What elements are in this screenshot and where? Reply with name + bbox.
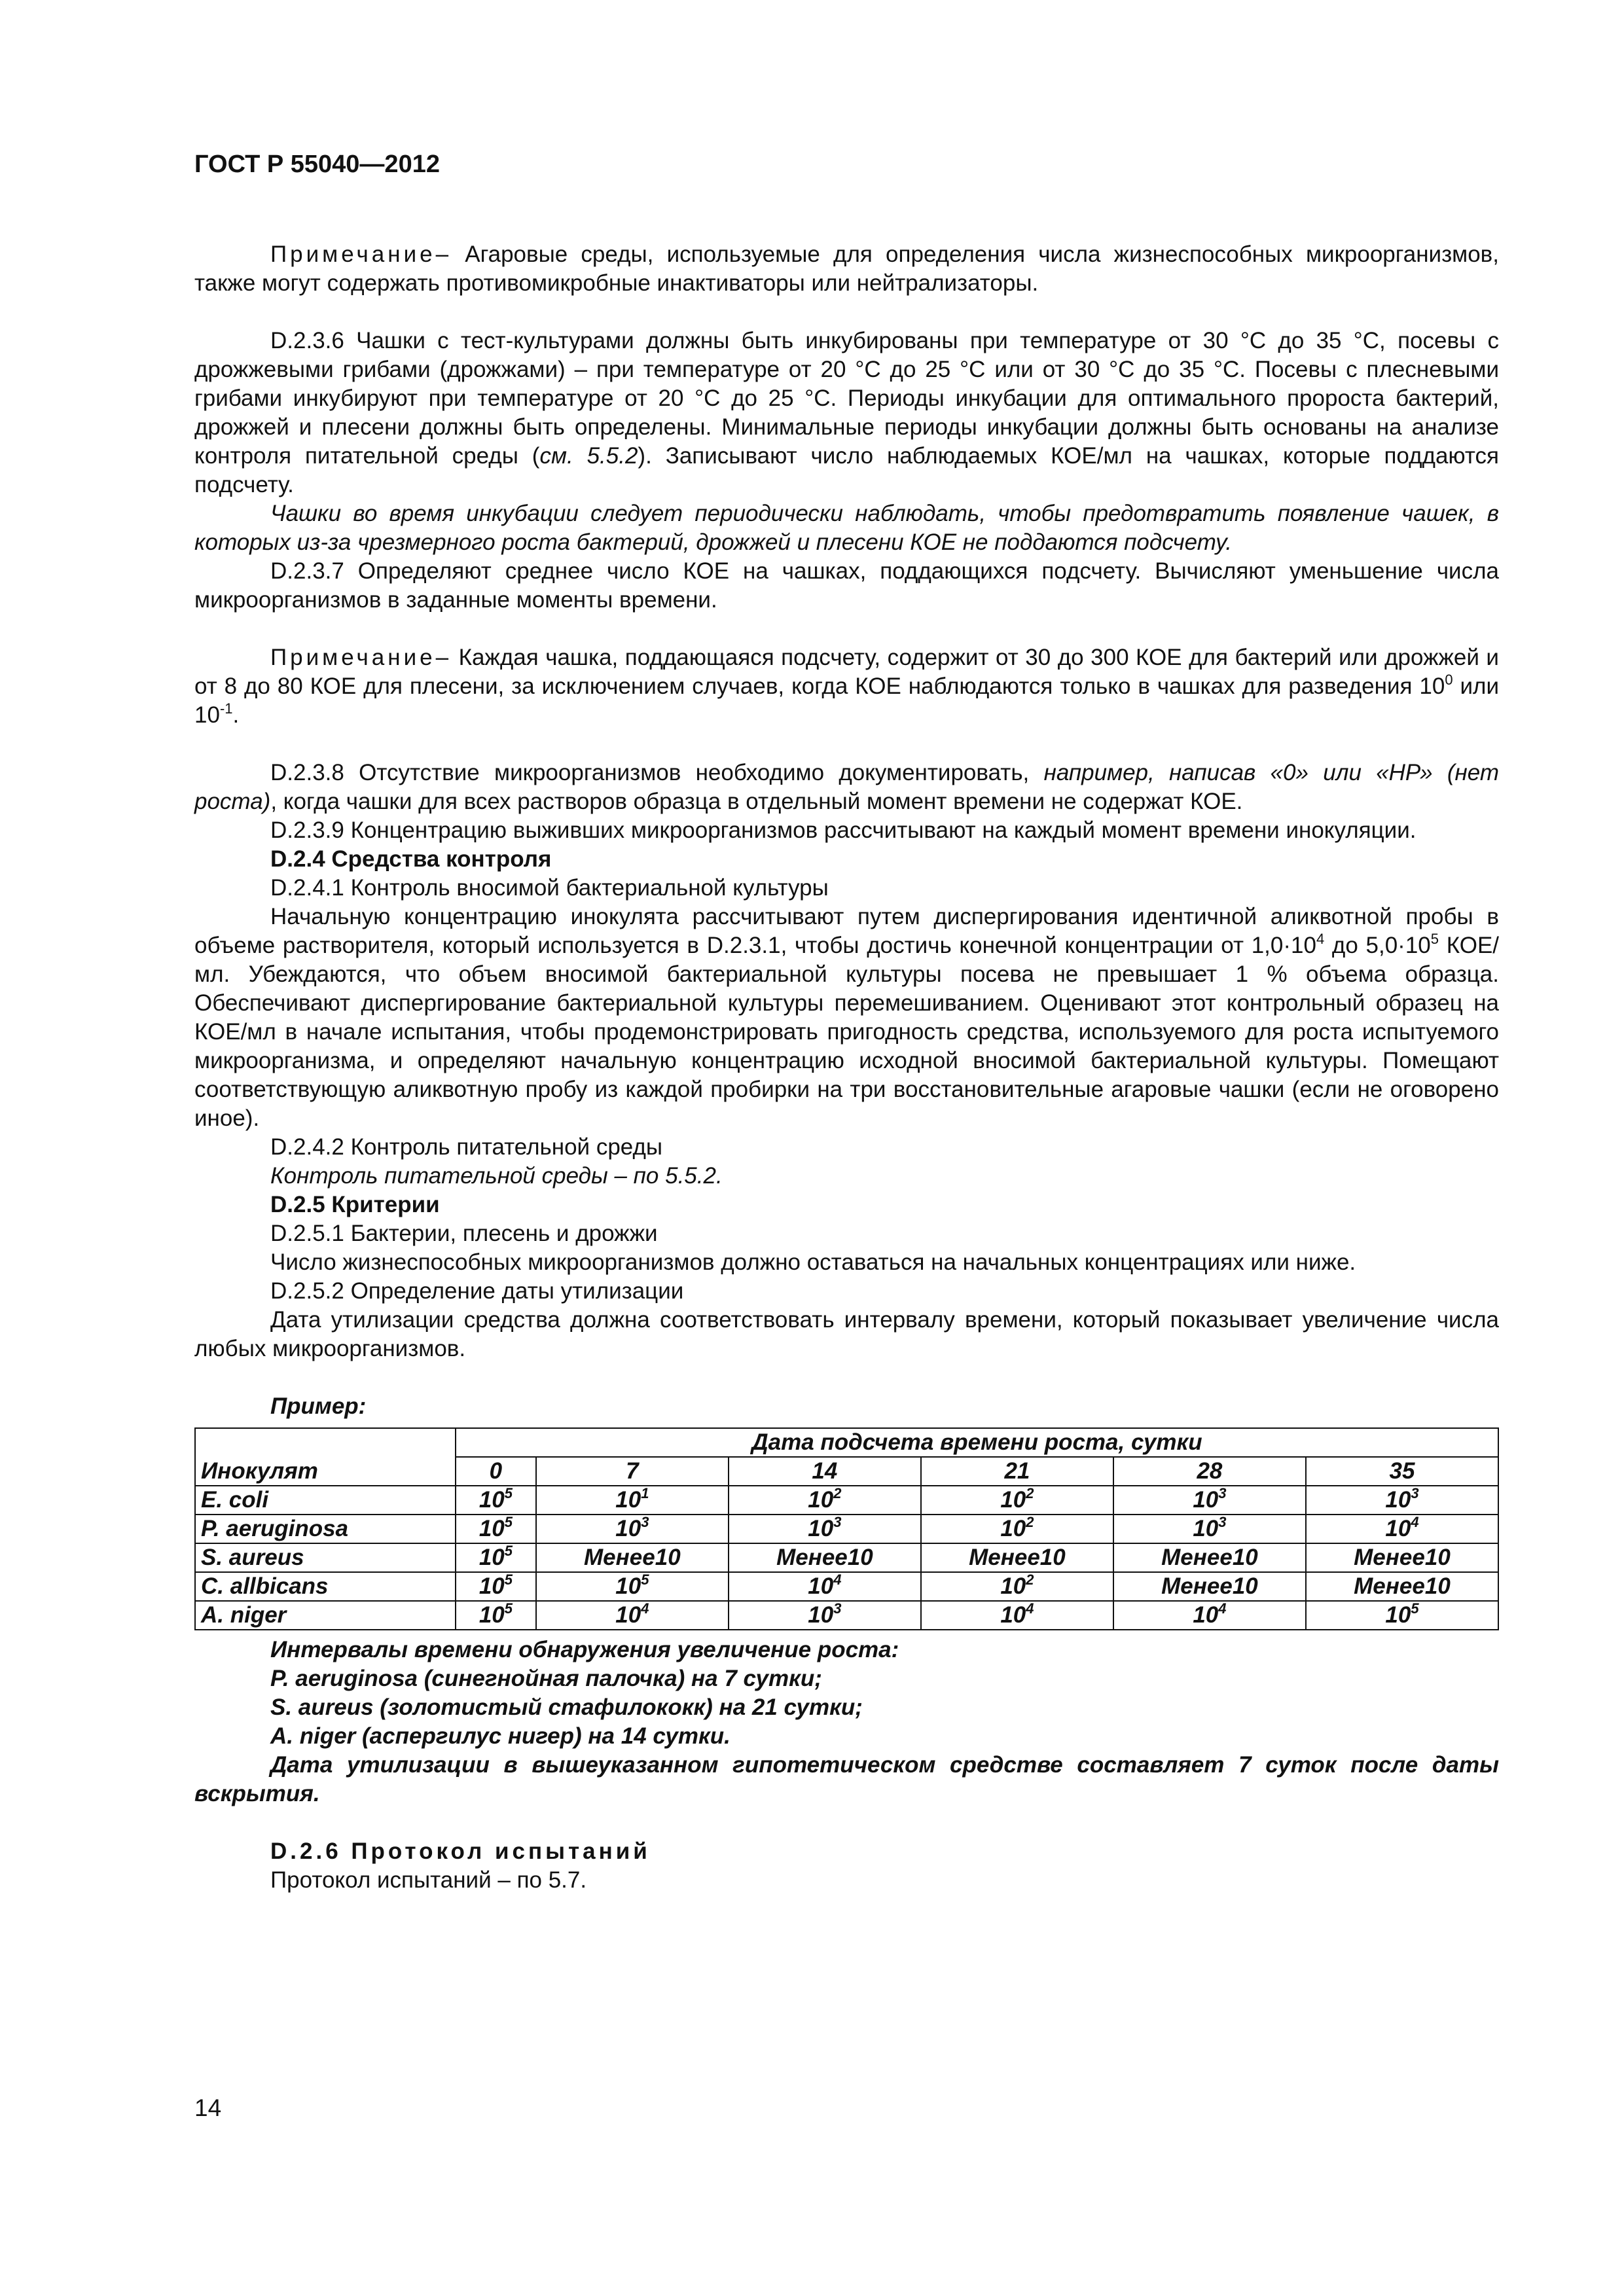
table-col-header-2: 14	[729, 1457, 921, 1486]
growth-table-body	[195, 1428, 1498, 1630]
note-2-text: Каждая чашка, поддающаяся подсчету, содержит от 30 до 300 КОЕ для бактерий или дрожжей и от 8 до 80 КОЕ для плесени, за исключением случаев, когда КОЕ наблюдаются только в чашках для разведения 10	[194, 645, 1499, 699]
table-cell-value: 10	[808, 1602, 834, 1628]
table-cell-value: 10	[615, 1516, 641, 1541]
table-cell-value: 10	[615, 1487, 641, 1513]
note-2	[194, 643, 1499, 730]
table-row-label: E. coli	[195, 1486, 456, 1515]
table-cell-exponent: 2	[1026, 1485, 1034, 1501]
note-2-end: .	[232, 702, 240, 728]
table-cell-exponent: 2	[833, 1485, 842, 1501]
table-cell-exponent: 5	[504, 1600, 513, 1617]
table-cell-value: 10	[1385, 1602, 1411, 1628]
table-row-label: A. niger	[195, 1601, 456, 1630]
table-cell	[1113, 1601, 1306, 1630]
page-content	[194, 151, 1499, 1895]
table-cell-value: 10	[1385, 1516, 1411, 1541]
table-cell	[921, 1543, 1113, 1572]
table-cell-value: 10	[478, 1573, 505, 1599]
table-cell-exponent: 5	[504, 1543, 513, 1559]
table-cell	[536, 1486, 729, 1515]
table-cell	[921, 1601, 1113, 1630]
table-col-header-4: 28	[1113, 1457, 1306, 1486]
clause-d236-text-b: ). Записывают число наблюдаемых КОЕ/мл на чашках, которые поддаются подсчету.	[194, 443, 1499, 497]
table-cell-value: Менее10	[1161, 1573, 1258, 1599]
table-cell-value: 10	[478, 1545, 505, 1570]
clause-d241-text-a: Начальную концентрацию инокулята рассчитывают путем диспергирования идентичной аликвотной пробы в объеме растворителя, который используется в D.2.3.1, чтобы достичь конечной концентрации от 1,0·10	[194, 904, 1499, 958]
intervals-title: Интервалы времени обнаружения увеличение роста:	[270, 1637, 899, 1662]
table-cell-exponent: 1	[641, 1485, 649, 1501]
clause-d238-text-a: D.2.3.8 Отсутствие микроорганизмов необходимо документировать,	[270, 760, 1044, 785]
table-cell-value: 10	[1000, 1602, 1026, 1628]
clause-d26-text: Протокол испытаний – по 5.7.	[270, 1867, 587, 1893]
intervals-conclusion: Дата утилизации в вышеуказанном гипотетическом средстве составляет 7 суток после даты вскрытия.	[194, 1752, 1499, 1806]
table-cell-exponent: 5	[504, 1571, 513, 1588]
table-cell	[1306, 1543, 1498, 1572]
clause-d238-text-b: , когда чашки для всех растворов образца в отдельный момент времени не содержат КОЕ.	[270, 789, 1243, 814]
table-cell-exponent: 3	[833, 1514, 842, 1530]
table-cell	[456, 1601, 536, 1630]
clause-d237: D.2.3.7 Определяют среднее число КОЕ на чашках, поддающихся подсчету. Вычисляют уменьшение числа микроорганизмов в заданные моменты времени.	[194, 558, 1499, 613]
table-cell-value: Менее10	[1354, 1573, 1451, 1599]
note-2-exp2: -1	[219, 700, 233, 717]
table-cell	[456, 1486, 536, 1515]
table-cell	[1113, 1572, 1306, 1601]
table-cell-exponent: 2	[1026, 1514, 1034, 1530]
intervals-line-1: P. aeruginosa (синегнойная палочка) на 7 сутки;	[270, 1666, 822, 1691]
table-cell-value: 10	[1193, 1516, 1219, 1541]
clause-d251: D.2.5.1 Бактерии, плесень и дрожжи	[270, 1221, 658, 1246]
clause-d241-text-b: до 5,0·10	[1324, 933, 1431, 958]
table-cell-value: 10	[1385, 1487, 1411, 1513]
table-cell-exponent: 5	[641, 1571, 649, 1588]
table-col-header-3: 21	[921, 1457, 1113, 1486]
table-col-header-1: 7	[536, 1457, 729, 1486]
table-cell	[536, 1572, 729, 1601]
page-number: 14	[194, 2094, 222, 2121]
table-header-row-1	[195, 1428, 1498, 1457]
table-cell-value: 10	[478, 1487, 505, 1513]
table-cell	[1113, 1515, 1306, 1543]
table-cell	[729, 1543, 921, 1572]
table-row-label: S. aureus	[195, 1543, 456, 1572]
table-cell-value: Менее10	[1354, 1545, 1451, 1570]
clause-d236-ref: см. 5.5.2	[539, 443, 638, 469]
table-cell-exponent: 4	[641, 1600, 649, 1617]
table-cell	[1306, 1601, 1498, 1630]
clause-d242-text: Контроль питательной среды – по 5.5.2.	[270, 1163, 723, 1189]
table-cell-exponent: 4	[1218, 1600, 1227, 1617]
section-d25-heading: D.2.5 Критерии	[270, 1192, 440, 1217]
table-cell-exponent: 5	[1411, 1600, 1419, 1617]
clause-d252: D.2.5.2 Определение даты утилизации	[270, 1278, 684, 1304]
table-cell	[456, 1572, 536, 1601]
table-cell-exponent: 3	[641, 1514, 649, 1530]
table-cell-exponent: 3	[1218, 1514, 1227, 1530]
table-cell-value: 10	[1193, 1602, 1219, 1628]
clause-d241-text	[194, 903, 1499, 1133]
table-cell	[456, 1543, 536, 1572]
table-col-header-0: 0	[456, 1457, 536, 1486]
note-2-mid: или 10	[194, 673, 1499, 728]
table-cell-value: 10	[1000, 1487, 1026, 1513]
clause-d241: D.2.4.1 Контроль вносимой бактериальной культуры	[270, 875, 829, 901]
table-cell-value: 10	[808, 1573, 834, 1599]
table-cell	[729, 1601, 921, 1630]
note-1	[194, 240, 1499, 298]
clause-d242: D.2.4.2 Контроль питательной среды	[270, 1134, 663, 1160]
section-d26-heading: D.2.6 Протокол испытаний	[270, 1839, 651, 1864]
table-cell-value: 10	[1193, 1487, 1219, 1513]
table-cell	[1113, 1543, 1306, 1572]
clause-d238	[194, 759, 1499, 816]
table-cell-exponent: 4	[1411, 1514, 1419, 1530]
table-cell	[1113, 1486, 1306, 1515]
table-cell-value: 10	[478, 1602, 505, 1628]
table-cell-exponent: 2	[1026, 1571, 1034, 1588]
clause-d241-text-c: КОЕ/мл. Убеждаются, что объем вносимой бактериальной культуры посева не превышает 1 % объема образца. Обеспечивают диспергирование бактериальной культуры перемешиванием. Оценивают этот контрольный образец на КОЕ/мл в начале испытания, чтобы продемонстрировать пригодность средства, используемого для роста испытуемого микроорганизма, и определяют начальную концентрацию исходной вносимой бактериальной культуры. Помещают соответствующую аликвотную пробу из каждой пробирки на три восстановительные агаровые чашки (если не оговорено иное).	[194, 933, 1500, 1131]
clause-d251-text: Число жизнеспособных микроорганизмов должно оставаться на начальных концентрациях или ниже.	[270, 1249, 1356, 1275]
table-cell-value: 10	[478, 1516, 505, 1541]
table-cell	[729, 1572, 921, 1601]
document-header: ГОСТ Р 55040—2012	[194, 151, 440, 178]
table-header-row-2	[195, 1457, 1498, 1486]
clause-d236	[194, 327, 1499, 499]
table-cell-exponent: 5	[504, 1514, 513, 1530]
table-cell	[1306, 1515, 1498, 1543]
clause-d236-text-a: D.2.3.6 Чашки с тест-культурами должны быть инкубированы при температуре от 30 °С до 35 °С, посевы с дрожжевыми грибами (дрожжами) – при температуре от 20 °С до 25 °С или от 30 °С до 35 °С. Посевы с плесневыми грибами инкубируют при температуре от 20 °С до 25 °С. Периоды инкубации для оптимального пророста бактерий, дрожжей и плесени должны быть определены. Минимальные периоды инкубации должны быть основаны на анализе контроля питательной среды (	[194, 328, 1499, 469]
table-cell-value: Менее10	[776, 1545, 873, 1570]
clause-d236-italic: Чашки во время инкубации следует периодически наблюдать, чтобы предотвратить появление чашек, в которых из-за чрезмерного роста бактерий, дрожжей и плесени КОЕ не поддаются подсчету.	[194, 501, 1499, 555]
table-cell	[1306, 1486, 1498, 1515]
clause-d252-text: Дата утилизации средства должна соответствовать интервалу времени, который показывает увеличение числа любых микроорганизмов.	[194, 1307, 1499, 1361]
table-cell	[729, 1486, 921, 1515]
table-cell-value: 10	[808, 1516, 834, 1541]
table-col-header-5: 35	[1306, 1457, 1498, 1486]
table-cell-exponent: 3	[1411, 1485, 1419, 1501]
table-cell-exponent: 4	[1026, 1600, 1034, 1617]
table-cell	[729, 1515, 921, 1543]
clause-d241-exp2: 5	[1430, 931, 1439, 947]
note-1-text: Агаровые среды, используемые для определения числа жизнеспособных микроорганизмов, также могут содержать противомикробные инактиваторы или нейтрализаторы.	[194, 242, 1499, 296]
table-row	[195, 1515, 1498, 1543]
table-cell-exponent: 3	[833, 1600, 842, 1617]
table-cell-value: Менее10	[969, 1545, 1066, 1570]
note-1-label: Примечание–	[270, 242, 452, 267]
table-row-header: Инокулят	[195, 1457, 456, 1486]
clause-d241-exp1: 4	[1316, 931, 1325, 947]
table-cell	[1306, 1572, 1498, 1601]
growth-table	[194, 1427, 1499, 1630]
note-2-exp1: 0	[1445, 672, 1453, 688]
table-cell-exponent: 5	[504, 1485, 513, 1501]
table-cell	[456, 1515, 536, 1543]
table-row	[195, 1601, 1498, 1630]
example-label: Пример:	[270, 1393, 367, 1419]
intervals-line-2: S. aureus (золотистый стафилококк) на 21 сутки;	[270, 1695, 863, 1720]
table-row	[195, 1572, 1498, 1601]
table-cell-value: Менее10	[584, 1545, 681, 1570]
table-corner-cell	[195, 1428, 456, 1457]
table-cell-value: 10	[1000, 1573, 1026, 1599]
table-cell-value: 10	[1000, 1516, 1026, 1541]
table-group-header: Дата подсчета времени роста, сутки	[456, 1428, 1498, 1457]
note-2-label: Примечание–	[270, 645, 452, 670]
table-cell-exponent: 4	[833, 1571, 842, 1588]
clause-d239: D.2.3.9 Концентрацию выживших микроорганизмов рассчитывают на каждый момент времени инокуляции.	[270, 817, 1416, 843]
table-cell	[536, 1515, 729, 1543]
table-cell-value: 10	[808, 1487, 834, 1513]
table-cell-value: 10	[615, 1602, 641, 1628]
clause-d238-italic: например, написав «0» или «НР» (нет роста)	[194, 760, 1499, 814]
table-cell	[921, 1572, 1113, 1601]
table-cell-exponent: 3	[1218, 1485, 1227, 1501]
table-cell	[921, 1486, 1113, 1515]
table-row-label: P. aeruginosa	[195, 1515, 456, 1543]
intervals-line-3: A. niger (аспергилус нигер) на 14 сутки.	[270, 1723, 731, 1749]
table-row-label: C. allbicans	[195, 1572, 456, 1601]
table-cell-value: 10	[615, 1573, 641, 1599]
table-row	[195, 1543, 1498, 1572]
table-cell	[921, 1515, 1113, 1543]
table-cell	[536, 1601, 729, 1630]
table-cell-value: Менее10	[1161, 1545, 1258, 1570]
section-d24-heading: D.2.4 Средства контроля	[270, 846, 552, 872]
table-row	[195, 1486, 1498, 1515]
table-cell	[536, 1543, 729, 1572]
